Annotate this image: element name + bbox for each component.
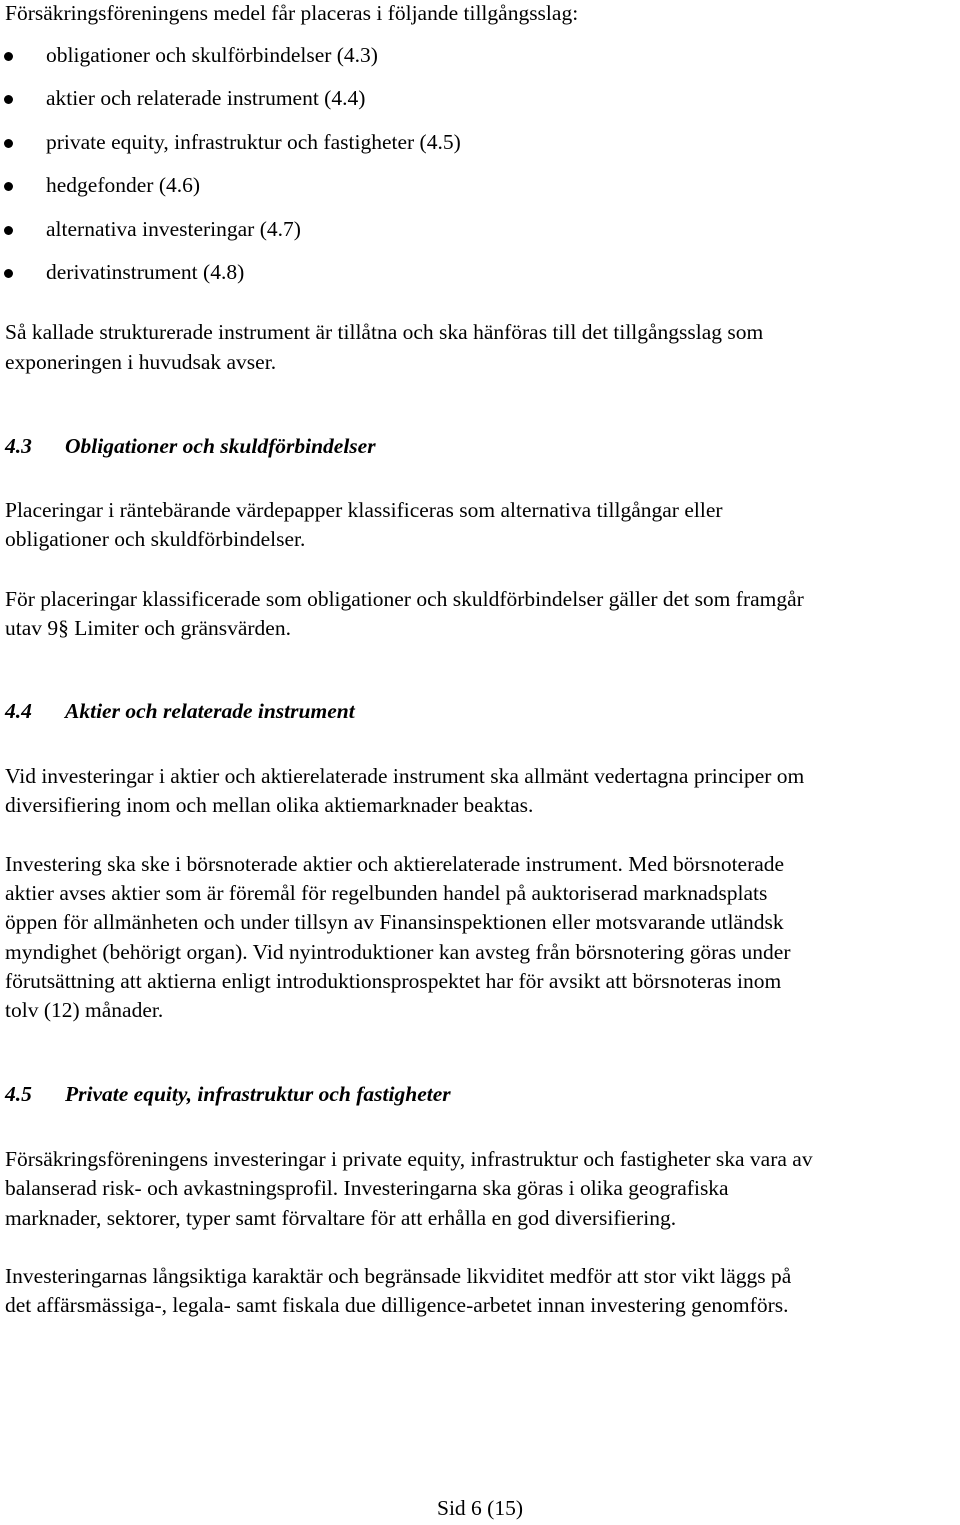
paragraph-line: öppen för allmänheten och under tillsyn av Finansinspektionen eller motsvarande utländsk: [5, 910, 784, 934]
paragraph-line: diversifiering inom och mellan olika aktiemarknader beaktas.: [5, 793, 534, 817]
intro-text: Försäkringsföreningens medel får placeras i följande tillgångsslag:: [5, 1, 579, 25]
paragraph-line: Försäkringsföreningens investeringar i private equity, infrastruktur och fastigheter ska vara av: [5, 1147, 813, 1171]
paragraph-line: Investeringarnas långsiktiga karaktär och begränsade likviditet medför att stor vikt läggs på: [5, 1264, 792, 1288]
paragraph-line: För placeringar klassificerade som obligationer och skuldförbindelser gäller det som framgår: [5, 587, 804, 611]
list-item-label: private equity, infrastruktur och fastigheter (4.5): [46, 130, 461, 154]
section-heading-4-3: [5, 431, 376, 461]
section-heading-4-4: [5, 696, 355, 726]
paragraph-line: myndighet (behörigt organ). Vid nyintroduktioner kan avsteg från börsnotering göras under: [5, 940, 791, 964]
paragraph-line: exponeringen i huvudsak avser.: [5, 350, 277, 374]
section-title: Aktier och relaterade instrument: [65, 699, 355, 723]
bullet-icon: [4, 269, 13, 278]
bullet-icon: [4, 182, 13, 191]
paragraph-line: förutsättning att aktierna enligt introduktionsprospektet har för avsikt att börsnoteras inom: [5, 969, 782, 993]
paragraph-line: obligationer och skuldförbindelser.: [5, 527, 306, 551]
bullet-icon: [4, 95, 13, 104]
list-item-label: obligationer och skulförbindelser (4.3): [46, 43, 378, 67]
paragraph-line: tolv (12) månader.: [5, 998, 164, 1022]
section-number: 4.4: [5, 699, 32, 723]
paragraph-line: Placeringar i räntebärande värdepapper klassificeras som alternativa tillgångar eller: [5, 498, 723, 522]
paragraph-line: det affärsmässiga-, legala- samt fiskala due dilligence-arbetet innan investering genomförs.: [5, 1293, 789, 1317]
paragraph-line: Vid investeringar i aktier och aktierelaterade instrument ska allmänt vedertagna principer om: [5, 764, 805, 788]
section-title: Obligationer och skuldförbindelser: [65, 434, 376, 458]
list-item-label: derivatinstrument (4.8): [46, 260, 245, 284]
paragraph-line: marknader, sektorer, typer samt förvaltare för att erhålla en god diversifiering.: [5, 1206, 677, 1230]
paragraph-line: balanserad risk- och avkastningsprofil. Investeringarna ska göras i olika geografiska: [5, 1176, 729, 1200]
bullet-icon: [4, 139, 13, 148]
bullet-icon: [4, 52, 13, 61]
bullet-icon: [4, 226, 13, 235]
list-item-label: alternativa investeringar (4.7): [46, 217, 301, 241]
paragraph-line: aktier avses aktier som är föremål för regelbunden handel på auktoriserad marknadsplats: [5, 881, 768, 905]
list-item-label: hedgefonder (4.6): [46, 173, 201, 197]
paragraph-line: Investering ska ske i börsnoterade aktier och aktierelaterade instrument. Med börsnoterade: [5, 852, 785, 876]
paragraph-line: utav 9§ Limiter och gränsvärden.: [5, 616, 291, 640]
section-heading-4-5: [5, 1079, 451, 1109]
page-number: Sid 6 (15): [437, 1496, 523, 1520]
section-number: 4.3: [5, 434, 32, 458]
list-item-label: aktier och relaterade instrument (4.4): [46, 86, 366, 110]
paragraph-line: Så kallade strukturerade instrument är tillåtna och ska hänföras till det tillgångsslag som: [5, 320, 764, 344]
section-number: 4.5: [5, 1082, 32, 1106]
section-title: Private equity, infrastruktur och fastigheter: [65, 1082, 451, 1106]
